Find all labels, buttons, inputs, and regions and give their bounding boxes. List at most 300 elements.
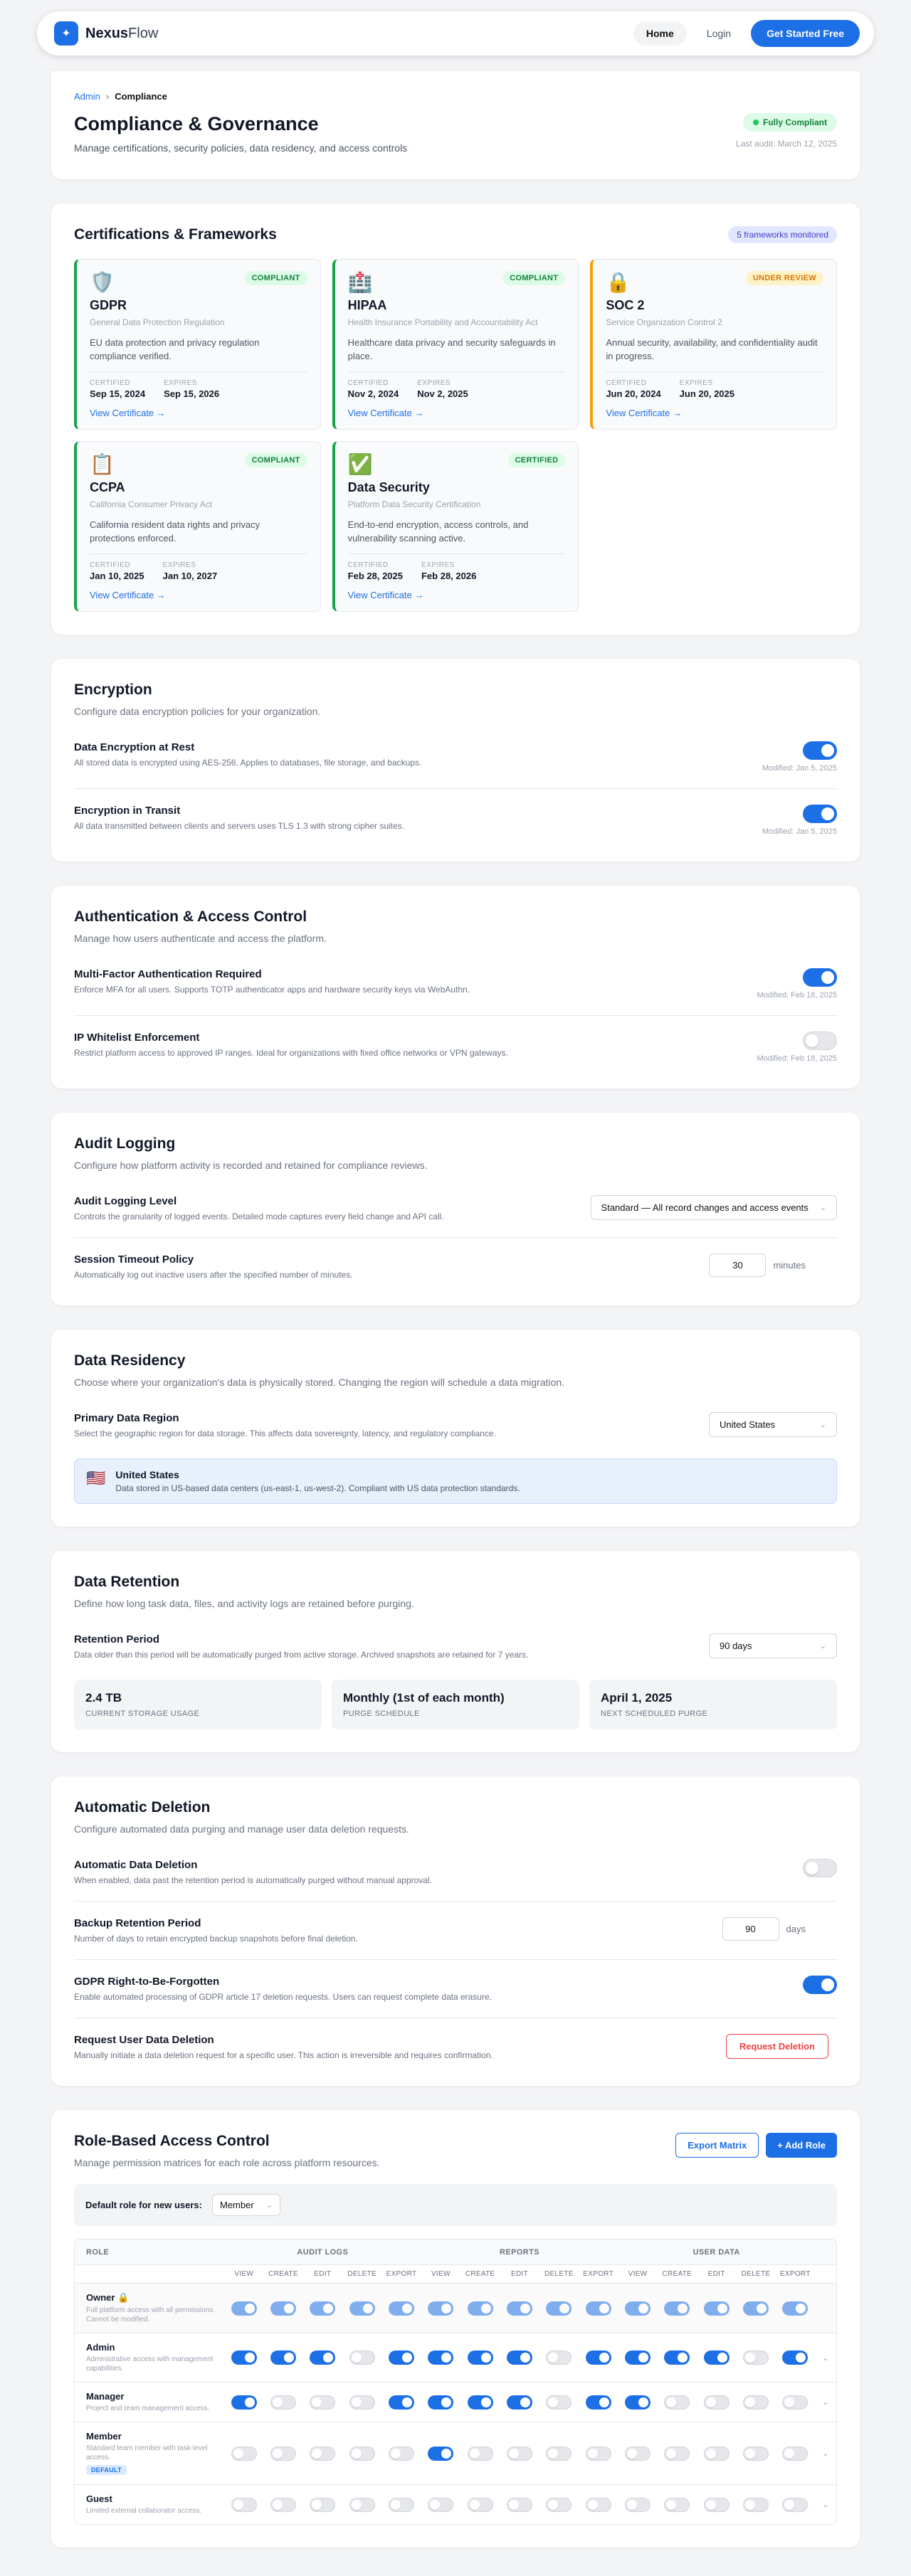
view-certificate-link[interactable]: View Certificate → (347, 590, 424, 600)
role-row (75, 2284, 836, 2333)
compliance-status-badge (743, 113, 837, 132)
permission-toggle[interactable] (782, 2447, 808, 2461)
chevron-down-icon[interactable]: ⌄ (822, 2449, 829, 2458)
permission-header: VIEW (234, 2270, 254, 2278)
rbac-subtitle: Manage permission matrices for each role across platform resources. (74, 2157, 380, 2168)
expires-date: Nov 2, 2025 (417, 388, 468, 399)
retention-period-row (74, 1618, 837, 1675)
role-row (75, 2333, 836, 2382)
data-retention-title: Data Retention (74, 1574, 180, 1590)
certified-date: Nov 2, 2024 (347, 388, 399, 399)
permission-matrix (74, 2239, 837, 2525)
permission-toggle[interactable] (743, 2498, 769, 2512)
expires-date: Sep 15, 2026 (164, 388, 220, 399)
permission-toggle[interactable] (310, 2447, 335, 2461)
permission-toggle[interactable] (428, 2395, 453, 2410)
breadcrumb-separator: › (105, 91, 110, 102)
permission-header: DELETE (544, 2270, 574, 2278)
cert-description: End-to-end encryption, access controls, and vulnerability scanning active. (347, 519, 529, 544)
default-role-value: Member (219, 2200, 254, 2210)
permission-group-header: USER DATA (693, 2247, 740, 2257)
compliance-status-text: Fully Compliant (763, 117, 827, 127)
cert-status-badge: COMPLIANT (502, 271, 565, 285)
permission-header: EXPORT (583, 2270, 614, 2278)
modified-date: Modified: Jan 5, 2025 (762, 827, 837, 836)
role-name: Owner 🔒 (86, 2292, 130, 2303)
audit-level-select[interactable] (591, 1195, 837, 1220)
permission-group-header: AUDIT LOGS (297, 2247, 349, 2257)
ip-whitelist-toggle[interactable] (803, 1032, 837, 1050)
region-info-name: United States (115, 1469, 179, 1480)
cert-name: HIPAA (347, 298, 387, 312)
certified-label: CERTIFIED (347, 379, 389, 387)
cert-card (332, 441, 579, 612)
setting-description: Enable automated processing of GDPR article 17 deletion requests. Users can request complete data erasure. (74, 1992, 492, 2002)
setting-description: Enforce MFA for all users. Supports TOTP authenticator apps and hardware security keys via WebAuthn. (74, 985, 470, 995)
certified-label: CERTIFIED (347, 561, 389, 569)
permission-toggle (468, 2301, 493, 2316)
permission-toggle[interactable] (704, 2395, 730, 2410)
permission-toggle (428, 2301, 453, 2316)
cert-name: GDPR (90, 298, 127, 312)
permission-toggle[interactable] (586, 2350, 611, 2365)
automatic-deletion-section (51, 1776, 860, 2086)
authentication-subtitle: Manage how users authenticate and access the platform. (74, 933, 327, 944)
permission-toggle[interactable] (664, 2395, 690, 2410)
permission-toggle[interactable] (782, 2350, 808, 2365)
setting-description: Manually initiate a data deletion request for a specific user. This action is irreversible and requires confirmation. (74, 2050, 493, 2060)
permission-toggle[interactable] (743, 2350, 769, 2365)
setting-title: Multi-Factor Authentication Required (74, 968, 262, 980)
cert-description: California resident data rights and privacy protections enforced. (90, 519, 260, 544)
authentication-title: Authentication & Access Control (74, 908, 307, 925)
default-role-select[interactable] (212, 2194, 280, 2216)
encryption-section (51, 659, 860, 862)
role-name: Admin (86, 2342, 115, 2353)
modified-date: Modified: Feb 18, 2025 (757, 1054, 837, 1063)
permission-toggle[interactable] (704, 2350, 730, 2365)
stat-value: Monthly (1st of each month) (343, 1691, 505, 1705)
permission-toggle[interactable] (507, 2498, 532, 2512)
permission-toggle[interactable] (270, 2498, 296, 2512)
sparkle-icon[interactable]: ✦ (54, 21, 78, 46)
setting-description: Restrict platform access to approved IP ranges. Ideal for organizations with fixed office networks or VPN gateways. (74, 1048, 508, 1058)
role-description: Limited external collaborator access. (86, 2507, 202, 2515)
setting-description: All data transmitted between clients and servers uses TLS 1.3 with strong cipher suites. (74, 821, 405, 831)
top-navbar (37, 11, 874, 55)
backup-unit: days (786, 1924, 806, 1934)
audit-logging-subtitle: Configure how platform activity is recorded and retained for compliance reviews. (74, 1160, 428, 1171)
permission-toggle[interactable] (507, 2395, 532, 2410)
data-residency-title: Data Residency (74, 1352, 186, 1369)
breadcrumb (74, 91, 837, 102)
region-info-desc: Data stored in US-based data centers (us-east-1, us-west-2). Compliant with US data protection standards. (115, 1483, 520, 1493)
region-select[interactable] (709, 1412, 837, 1437)
permission-toggle[interactable] (546, 2447, 572, 2461)
role-row (75, 2485, 836, 2524)
cert-full-name: Health Insurance Portability and Accountability Act (347, 317, 538, 327)
primary-region-row (74, 1396, 837, 1454)
rbac-section (51, 2110, 860, 2548)
permission-toggle[interactable] (546, 2350, 572, 2365)
add-role-button[interactable]: + Add Role (766, 2133, 837, 2158)
cert-card (590, 259, 837, 430)
modified-date: Modified: Jan 5, 2025 (762, 764, 837, 773)
chevron-down-icon: ⌄ (819, 1421, 826, 1429)
cert-full-name: General Data Protection Regulation (90, 317, 225, 327)
cert-status-badge: COMPLIANT (245, 453, 307, 467)
region-value: United States (720, 1419, 776, 1430)
permission-toggle[interactable] (782, 2498, 808, 2512)
permission-header: EXPORT (779, 2270, 811, 2278)
permission-toggle (389, 2301, 414, 2316)
encryption-at-rest-toggle[interactable] (803, 741, 837, 760)
permission-toggle[interactable] (270, 2447, 296, 2461)
purge-schedule-stat (332, 1680, 579, 1729)
encryption-in-transit-toggle[interactable] (803, 805, 837, 823)
role-cell (75, 2431, 224, 2476)
certified-date: Sep 15, 2024 (90, 388, 146, 399)
expires-label: EXPIRES (421, 561, 455, 569)
data-retention-section (51, 1551, 860, 1752)
cert-description: EU data protection and privacy regulation compliance verified. (90, 337, 260, 361)
permission-toggle[interactable] (310, 2350, 335, 2365)
permission-toggle[interactable] (468, 2498, 493, 2512)
frameworks-count-badge: 5 frameworks monitored (728, 226, 837, 243)
cert-full-name: Service Organization Control 2 (606, 317, 722, 327)
certified-label: CERTIFIED (90, 561, 131, 569)
cert-dates (90, 371, 307, 399)
nav-home-link[interactable]: Home (633, 21, 687, 46)
permission-header: EDIT (511, 2270, 528, 2278)
permission-toggle[interactable] (546, 2498, 572, 2512)
data-residency-subtitle: Choose where your organization's data is physically stored. Changing the region will schedule a data migration. (74, 1377, 565, 1388)
session-timeout-row (74, 1238, 837, 1283)
automatic-deletion-subtitle: Configure automated data purging and manage user data deletion requests. (74, 1823, 409, 1835)
cert-name: CCPA (90, 480, 125, 494)
cert-status-badge: COMPLIANT (245, 271, 307, 285)
auto-deletion-row (74, 1843, 837, 1902)
permission-toggle[interactable] (586, 2498, 611, 2512)
role-description: Administrative access with management capabilities. (86, 2355, 214, 2373)
role-cell (75, 2292, 224, 2324)
page-subtitle: Manage certifications, security policies, data residency, and access controls (74, 142, 408, 154)
permission-toggle[interactable] (507, 2447, 532, 2461)
nav-links (633, 20, 860, 47)
permission-toggle[interactable] (586, 2395, 611, 2410)
permission-header: EDIT (707, 2270, 725, 2278)
permission-toggle (782, 2301, 808, 2316)
mfa-row (74, 953, 837, 1016)
chevron-down-icon[interactable]: ⌄ (822, 2353, 829, 2363)
setting-title: Encryption in Transit (74, 805, 181, 817)
view-certificate-link[interactable]: View Certificate → (90, 408, 166, 418)
expires-label: EXPIRES (679, 379, 713, 387)
setting-title: Retention Period (74, 1633, 160, 1645)
certified-label: CERTIFIED (606, 379, 647, 387)
setting-title: GDPR Right-to-Be-Forgotten (74, 1976, 220, 1988)
cert-description: Annual security, availability, and confidentiality audit in progress. (606, 337, 818, 361)
status-dot-icon (753, 120, 759, 125)
setting-title: Audit Logging Level (74, 1195, 177, 1207)
permission-toggle[interactable] (310, 2395, 335, 2410)
permission-toggle (546, 2301, 572, 2316)
permission-toggle[interactable] (270, 2350, 296, 2365)
retention-stats (74, 1680, 837, 1729)
permission-toggle (270, 2301, 296, 2316)
expires-date: Jun 20, 2025 (679, 388, 734, 399)
ip-whitelist-row (74, 1016, 837, 1066)
backup-retention-input[interactable]: 90 (722, 1917, 779, 1941)
setting-description: Automatically log out inactive users after the specified number of minutes. (74, 1270, 353, 1280)
permission-toggle[interactable] (428, 2350, 453, 2365)
permission-toggle[interactable] (270, 2395, 296, 2410)
setting-description: Number of days to retain encrypted backup snapshots before final deletion. (74, 1934, 358, 1944)
role-cell (75, 2493, 224, 2516)
setting-description: When enabled, data past the retention period is automatically purged without manual approval. (74, 1875, 432, 1885)
permission-toggle[interactable] (231, 2395, 257, 2410)
automatic-deletion-title: Automatic Deletion (74, 1799, 211, 1816)
certified-date: Feb 28, 2025 (347, 571, 403, 581)
setting-description: Select the geographic region for data storage. This affects data sovereignty, latency, and regulatory compliance. (74, 1429, 496, 1438)
permission-toggle[interactable] (349, 2447, 375, 2461)
permission-toggle[interactable] (389, 2447, 414, 2461)
setting-title: Data Encryption at Rest (74, 741, 195, 753)
matrix-group-header (75, 2240, 836, 2265)
storage-usage-stat (74, 1680, 322, 1729)
cert-status-badge: CERTIFIED (508, 453, 566, 467)
role-row (75, 2382, 836, 2422)
certifications-section (51, 203, 860, 635)
last-audit-date: Last audit: March 12, 2025 (735, 139, 837, 149)
data-residency-section (51, 1330, 860, 1527)
cert-dates (348, 553, 566, 581)
permission-toggle[interactable] (625, 2350, 651, 2365)
permission-toggle[interactable] (389, 2498, 414, 2512)
cert-icon: 🔒 (606, 271, 631, 293)
export-matrix-button[interactable]: Export Matrix (675, 2133, 759, 2158)
permission-toggle[interactable] (625, 2498, 651, 2512)
setting-title: IP Whitelist Enforcement (74, 1032, 200, 1044)
permission-toggle[interactable] (231, 2498, 257, 2512)
backup-retention-row (74, 1902, 837, 1960)
expires-date: Jan 10, 2027 (162, 571, 218, 581)
audit-logging-section (51, 1113, 860, 1305)
page-header-card (51, 71, 860, 179)
cert-icon: 🏥 (347, 271, 373, 293)
setting-description: Data older than this period will be automatically purged from active storage. Archived snapshots are retained for 7 years. (74, 1650, 529, 1660)
permission-header: VIEW (431, 2270, 451, 2278)
audit-level-value: Standard — All record changes and access events (601, 1202, 809, 1213)
retention-period-select[interactable] (709, 1633, 837, 1658)
brand-name-bold: Nexus (85, 25, 129, 41)
permission-toggle[interactable] (743, 2395, 769, 2410)
certified-label: CERTIFIED (90, 379, 131, 387)
permission-toggle[interactable] (507, 2350, 532, 2365)
permission-toggle[interactable] (704, 2498, 730, 2512)
permission-toggle (349, 2301, 375, 2316)
audit-logging-title: Audit Logging (74, 1135, 176, 1152)
cert-icon: 🛡️ (90, 271, 115, 293)
permission-toggle[interactable] (231, 2350, 257, 2365)
permission-toggle (625, 2301, 651, 2316)
us-flag-icon: 🇺🇸 (86, 1469, 106, 1487)
gdpr-forgotten-toggle[interactable] (803, 1976, 837, 1994)
setting-title: Request User Data Deletion (74, 2034, 214, 2046)
auto-deletion-toggle[interactable] (803, 1859, 837, 1877)
chevron-down-icon: ⌄ (819, 1204, 826, 1212)
permission-toggle[interactable] (625, 2447, 651, 2461)
next-purge-stat (589, 1680, 837, 1729)
permission-toggle[interactable] (349, 2395, 375, 2410)
cert-card (74, 441, 321, 612)
chevron-down-icon[interactable]: ⌄ (822, 2398, 829, 2407)
permission-toggle[interactable] (625, 2395, 651, 2410)
role-description: Full platform access with all permissions. Cannot be modified. (86, 2306, 216, 2323)
encryption-subtitle: Configure data encryption policies for your organization. (74, 706, 321, 717)
request-deletion-row (74, 2018, 837, 2063)
role-cell (75, 2342, 224, 2373)
permission-toggle (507, 2301, 532, 2316)
permission-toggle[interactable] (389, 2395, 414, 2410)
request-deletion-button[interactable]: Request Deletion (726, 2034, 828, 2059)
permission-toggle (743, 2301, 769, 2316)
stat-value: April 1, 2025 (601, 1691, 673, 1705)
permission-toggle[interactable] (782, 2395, 808, 2410)
certifications-grid (74, 259, 837, 612)
modified-date: Modified: Feb 18, 2025 (757, 991, 837, 1000)
region-info-box (74, 1458, 837, 1504)
permission-toggle[interactable] (310, 2498, 335, 2512)
role-cell (75, 2391, 224, 2413)
permission-toggle[interactable] (428, 2447, 453, 2461)
permission-header: EDIT (314, 2270, 332, 2278)
cert-dates (606, 371, 823, 399)
certifications-title: Certifications & Frameworks (74, 226, 277, 243)
permission-toggle[interactable] (743, 2447, 769, 2461)
setting-description: Controls the granularity of logged events. Detailed mode captures every field change and API call. (74, 1212, 444, 1221)
session-timeout-input[interactable]: 30 (709, 1253, 766, 1277)
setting-title: Automatic Data Deletion (74, 1859, 198, 1871)
permission-toggle[interactable] (586, 2447, 611, 2461)
permission-toggle[interactable] (664, 2350, 690, 2365)
expires-date: Feb 28, 2026 (421, 571, 477, 581)
mfa-toggle[interactable] (803, 968, 837, 987)
permission-header: VIEW (628, 2270, 648, 2278)
view-certificate-link[interactable]: View Certificate → (606, 408, 683, 418)
get-started-button[interactable]: Get Started Free (751, 20, 860, 47)
setting-title: Backup Retention Period (74, 1917, 201, 1929)
stat-label: PURGE SCHEDULE (343, 1710, 420, 1718)
page-title: Compliance & Governance (74, 113, 319, 134)
default-role-bar (74, 2184, 837, 2226)
encryption-at-rest-row (74, 726, 837, 789)
role-column-header: ROLE (86, 2247, 110, 2257)
timeout-unit: minutes (773, 1260, 806, 1271)
brand-name[interactable] (85, 26, 158, 42)
encryption-title: Encryption (74, 682, 152, 698)
audit-level-row (74, 1180, 837, 1238)
cert-full-name: Platform Data Security Certification (347, 499, 481, 509)
cert-full-name: California Consumer Privacy Act (90, 499, 213, 509)
default-role-tag: DEFAULT (86, 2465, 127, 2475)
gdpr-forgotten-row (74, 1960, 837, 2018)
permission-toggle[interactable] (468, 2395, 493, 2410)
stat-label: CURRENT STORAGE USAGE (85, 1710, 200, 1718)
permission-header: CREATE (268, 2270, 298, 2278)
cert-description: Healthcare data privacy and security safeguards in place. (347, 337, 556, 361)
rbac-title: Role-Based Access Control (74, 2133, 270, 2149)
cert-icon: 📋 (90, 453, 115, 475)
permission-toggle[interactable] (389, 2350, 414, 2365)
cert-dates (348, 371, 566, 399)
permission-toggle (704, 2301, 730, 2316)
cert-card (332, 259, 579, 430)
role-description: Project and team management access. (86, 2405, 210, 2412)
certified-date: Jun 20, 2024 (606, 388, 661, 399)
permission-header: EXPORT (386, 2270, 417, 2278)
encryption-in-transit-row (74, 789, 837, 839)
permission-toggle[interactable] (468, 2350, 493, 2365)
permission-toggle[interactable] (231, 2447, 257, 2461)
permission-toggle[interactable] (428, 2498, 453, 2512)
permission-toggle[interactable] (664, 2498, 690, 2512)
cert-icon: ✅ (347, 453, 373, 475)
permission-toggle[interactable] (349, 2498, 375, 2512)
permission-toggle[interactable] (349, 2350, 375, 2365)
matrix-perm-header (75, 2265, 836, 2284)
authentication-section (51, 886, 860, 1088)
expires-label: EXPIRES (417, 379, 451, 387)
breadcrumb-admin-link[interactable]: Admin (74, 91, 100, 102)
nav-login-link[interactable]: Login (706, 28, 732, 39)
retention-period-value: 90 days (720, 1641, 752, 1651)
chevron-down-icon: ⌄ (265, 2201, 273, 2210)
permission-toggle (310, 2301, 335, 2316)
permission-toggle (231, 2301, 257, 2316)
role-description: Standard team member with task-level access. (86, 2444, 208, 2461)
setting-title: Session Timeout Policy (74, 1253, 194, 1266)
permission-toggle (664, 2301, 690, 2316)
cert-name: Data Security (347, 480, 430, 494)
view-certificate-link[interactable]: View Certificate → (90, 590, 166, 600)
permission-group-header: REPORTS (500, 2247, 539, 2257)
chevron-down-icon[interactable]: ⌄ (822, 2501, 829, 2509)
permission-header: DELETE (347, 2270, 376, 2278)
permission-toggle[interactable] (468, 2447, 493, 2461)
permission-header: CREATE (465, 2270, 495, 2278)
stat-label: NEXT SCHEDULED PURGE (601, 1710, 708, 1718)
stat-value: 2.4 TB (85, 1691, 122, 1705)
expires-label: EXPIRES (162, 561, 196, 569)
permission-toggle[interactable] (704, 2447, 730, 2461)
permission-toggle[interactable] (546, 2395, 572, 2410)
view-certificate-link[interactable]: View Certificate → (347, 408, 424, 418)
role-name: Member (86, 2431, 122, 2442)
role-name: Guest (86, 2493, 112, 2504)
chevron-down-icon: ⌄ (819, 1642, 826, 1650)
role-row (75, 2422, 836, 2485)
default-role-label: Default role for new users: (85, 2200, 202, 2210)
cert-name: SOC 2 (606, 298, 645, 312)
permission-header: DELETE (741, 2270, 771, 2278)
expires-label: EXPIRES (164, 379, 197, 387)
setting-title: Primary Data Region (74, 1412, 179, 1424)
breadcrumb-current: Compliance (115, 91, 167, 102)
data-retention-subtitle: Define how long task data, files, and activity logs are retained before purging. (74, 1598, 414, 1609)
role-name: Manager (86, 2391, 125, 2402)
permission-toggle[interactable] (664, 2447, 690, 2461)
